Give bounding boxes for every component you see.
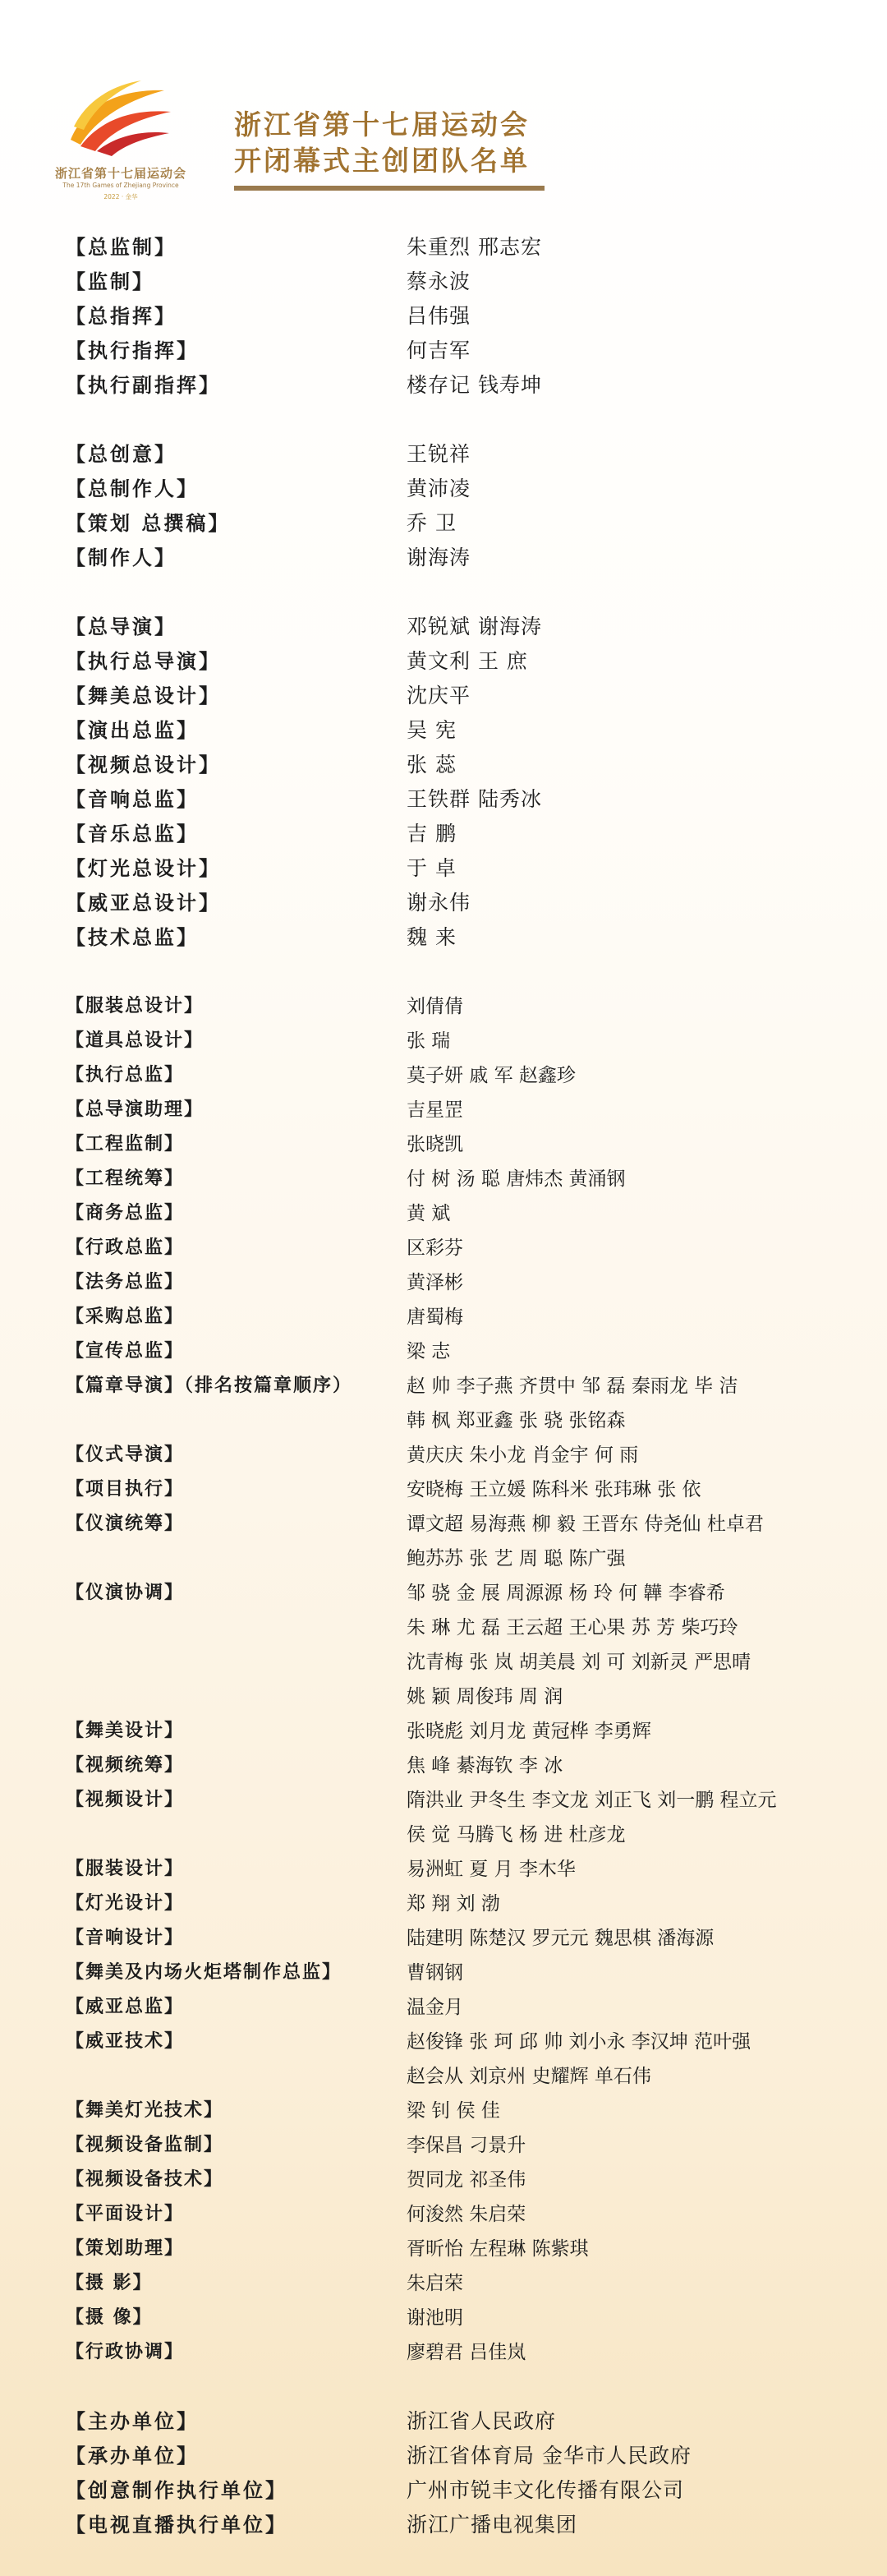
credit-row	[0, 437, 887, 472]
credit-row	[0, 1093, 887, 1127]
credit-row	[0, 1921, 887, 1956]
credit-names: 沈青梅 张 岚 胡美晨 刘 可 刘新灵 严思晴	[407, 1652, 751, 1673]
credit-row	[0, 1680, 887, 1714]
role-label: 【摄 影】	[66, 2273, 153, 2293]
credit-row	[0, 265, 887, 299]
credit-names: 易洲虹 夏 月 李木华	[407, 1859, 576, 1880]
credit-row	[0, 1818, 887, 1852]
flame-emblem-icon	[66, 76, 176, 161]
credit-row	[0, 299, 887, 334]
role-label: 【技术总监】	[66, 926, 199, 949]
credit-row	[0, 1645, 887, 1680]
credit-names: 吉星罡	[407, 1099, 463, 1121]
credit-row	[0, 1334, 887, 1369]
page-title	[234, 107, 530, 179]
credits-list	[0, 230, 887, 2542]
role-label: 【仪演协调】	[66, 1583, 185, 1603]
role-label: 【工程监制】	[66, 1134, 185, 1154]
page-title-line1: 浙江省第十七届运动会	[234, 108, 530, 141]
header	[0, 0, 887, 222]
credit-row	[0, 1783, 887, 1818]
role-label: 【灯光总设计】	[66, 857, 221, 880]
role-label: 【舞美及内场火炬塔制作总监】	[66, 1962, 342, 1983]
credit-row	[0, 2163, 887, 2197]
role-label: 【演出总监】	[66, 719, 199, 742]
role-label: 【电视直播执行单位】	[66, 2514, 287, 2537]
credit-names: 张晓凯	[407, 1134, 463, 1155]
role-label: 【舞美设计】	[66, 1721, 185, 1741]
credit-names: 张 蕊	[407, 753, 457, 776]
credit-names: 沈庆平	[407, 684, 471, 707]
credit-row	[0, 1162, 887, 1196]
credit-names: 侯 觉 马腾飞 杨 进 杜彦龙	[407, 1824, 626, 1846]
role-label: 【制作人】	[66, 546, 177, 569]
role-label: 【仪式导演】	[66, 1445, 185, 1465]
credit-names: 浙江广播电视集团	[407, 2513, 578, 2537]
credit-names: 吉 鹏	[407, 822, 457, 846]
credit-row	[0, 782, 887, 817]
credit-names: 谭文超 易海燕 柳 毅 王晋东 侍尧仙 杜卓君	[407, 1514, 764, 1535]
credit-row	[0, 1576, 887, 1611]
credit-row	[0, 2128, 887, 2163]
credit-row	[0, 1403, 887, 1438]
role-label: 【主办单位】	[66, 2410, 199, 2433]
role-label: 【道具总设计】	[66, 1030, 205, 1051]
role-label: 【威亚总监】	[66, 1997, 185, 2017]
credit-row	[0, 1541, 887, 1576]
credit-row	[0, 1990, 887, 2025]
credit-names: 朱启荣	[407, 2273, 463, 2294]
credit-names: 朱重烈 邢志宏	[407, 235, 542, 259]
credit-row	[0, 1956, 887, 1990]
credit-row	[0, 2059, 887, 2094]
role-label: 【音响设计】	[66, 1928, 185, 1948]
role-label: 【采购总监】	[66, 1306, 185, 1327]
credit-row	[0, 506, 887, 541]
credit-row	[0, 851, 887, 886]
role-label: 【灯光设计】	[66, 1893, 185, 1914]
role-label: 【篇章导演】（排名按篇章顺序）	[66, 1376, 353, 1396]
credit-names: 黄庆庆 朱小龙 肖金宇 何 雨	[407, 1445, 639, 1466]
credit-row	[0, 1265, 887, 1300]
credit-names: 蔡永波	[407, 270, 471, 293]
role-label: 【视频总设计】	[66, 753, 221, 776]
role-label: 【工程统筹】	[66, 1168, 185, 1189]
credit-row	[0, 2025, 887, 2059]
role-label: 【总监制】	[66, 236, 177, 259]
credit-row	[0, 2094, 887, 2128]
role-label: 【服装总设计】	[66, 996, 205, 1016]
credit-names: 魏 来	[407, 925, 457, 949]
credit-names: 安晓梅 王立媛 陈科米 张玮琳 张 依	[407, 1479, 701, 1500]
section-gap	[0, 403, 887, 437]
role-label: 【策划 总撰稿】	[66, 512, 231, 535]
section-gap	[0, 2370, 887, 2404]
credit-row	[0, 230, 887, 265]
credit-names: 浙江省体育局 金华市人民政府	[407, 2444, 692, 2468]
credit-names: 陆建明 陈楚汉 罗元元 魏思棋 潘海源	[407, 1928, 715, 1949]
credit-row	[0, 2439, 887, 2473]
credit-row	[0, 2266, 887, 2301]
role-label: 【舞美总设计】	[66, 684, 221, 707]
credit-names: 谢永伟	[407, 891, 471, 915]
credit-names: 姚 颖 周俊玮 周 润	[407, 1686, 563, 1707]
credit-names: 何吉军	[407, 339, 471, 362]
credit-names: 王铁群 陆秀冰	[407, 787, 542, 811]
credit-row	[0, 1058, 887, 1093]
credit-row	[0, 1196, 887, 1231]
credit-row	[0, 368, 887, 403]
role-label: 【行政协调】	[66, 2342, 185, 2362]
credit-row	[0, 334, 887, 368]
credit-row	[0, 1749, 887, 1783]
credit-names: 莫子妍 戚 军 赵鑫珍	[407, 1065, 576, 1086]
credit-names: 胥昕怡 左程琳 陈紫琪	[407, 2238, 589, 2260]
credit-names: 于 卓	[407, 856, 457, 880]
credit-row	[0, 2197, 887, 2232]
role-label: 【服装设计】	[66, 1859, 185, 1879]
credit-names: 焦 峰 綦海钦 李 冰	[407, 1755, 563, 1776]
credit-row	[0, 1127, 887, 1162]
credit-names: 刘倩倩	[407, 996, 463, 1017]
credit-names: 赵会从 刘京州 史耀辉 单石伟	[407, 2066, 651, 2087]
role-label: 【平面设计】	[66, 2204, 185, 2224]
credit-row	[0, 679, 887, 713]
role-label: 【商务总监】	[66, 1203, 185, 1223]
credit-names: 廖碧君 吕佳岚	[407, 2342, 526, 2363]
credit-row	[0, 2404, 887, 2439]
credit-names: 黄文利 王 庶	[407, 649, 528, 673]
credit-names: 张晓彪 刘月龙 黄冠桦 李勇辉	[407, 1721, 651, 1742]
credit-row	[0, 1887, 887, 1921]
title-underline	[234, 186, 545, 191]
credit-names: 黄 斌	[407, 1203, 451, 1224]
credit-names: 谢海涛	[407, 546, 471, 569]
page-title-line2: 开闭幕式主创团队名单	[234, 145, 530, 177]
role-label: 【视频统筹】	[66, 1755, 185, 1776]
credit-row	[0, 1369, 887, 1403]
credit-names: 赵 帅 李子燕 齐贯中 邹 磊 秦雨龙 毕 洁	[407, 1376, 738, 1397]
role-label: 【创意制作执行单位】	[66, 2479, 287, 2502]
role-label: 【总导演助理】	[66, 1099, 205, 1120]
role-label: 【摄 像】	[66, 2307, 153, 2328]
role-label: 【音乐总监】	[66, 823, 199, 846]
credit-row	[0, 1024, 887, 1058]
credit-row	[0, 989, 887, 1024]
role-label: 【行政总监】	[66, 1237, 185, 1258]
logo-chinese-text: 浙江省第十七届运动会	[54, 166, 186, 181]
role-label: 【执行副指挥】	[66, 374, 221, 397]
section-gap	[0, 955, 887, 989]
games-logo	[51, 76, 191, 207]
credit-names: 梁 志	[407, 1341, 451, 1362]
credit-names: 隋洪业 尹冬生 李文龙 刘正飞 刘一鹏 程立元	[407, 1790, 777, 1811]
credit-names: 王锐祥	[407, 442, 471, 466]
credit-row	[0, 1714, 887, 1749]
role-label: 【总创意】	[66, 443, 177, 466]
credit-row	[0, 748, 887, 782]
credit-names: 吴 宪	[407, 718, 457, 742]
credit-row	[0, 2232, 887, 2266]
credit-row	[0, 2473, 887, 2508]
role-label: 【视频设备技术】	[66, 2169, 224, 2190]
credit-row	[0, 2301, 887, 2335]
credit-names: 邹 骁 金 展 周源源 杨 玲 何 韡 李睿希	[407, 1583, 725, 1604]
credit-row	[0, 1472, 887, 1507]
credit-names: 浙江省人民政府	[407, 2409, 557, 2433]
credit-names: 吕伟强	[407, 304, 471, 328]
role-label: 【仪演统筹】	[66, 1514, 185, 1534]
role-label: 【总导演】	[66, 615, 177, 638]
credit-row	[0, 817, 887, 851]
credit-names: 乔 卫	[407, 511, 457, 535]
credit-row	[0, 1507, 887, 1541]
credit-names: 邓锐斌 谢海涛	[407, 615, 542, 638]
role-label: 【执行指挥】	[66, 339, 199, 362]
role-label: 【项目执行】	[66, 1479, 185, 1500]
credit-row	[0, 2508, 887, 2542]
role-label: 【总指挥】	[66, 305, 177, 328]
credit-names: 付 树 汤 聪 唐炜杰 黄涌钢	[407, 1168, 626, 1190]
credit-row	[0, 644, 887, 679]
credit-names: 唐蜀梅	[407, 1306, 463, 1328]
role-label: 【法务总监】	[66, 1272, 185, 1293]
role-label: 【威亚技术】	[66, 2031, 185, 2052]
credit-names: 谢池明	[407, 2307, 463, 2329]
role-label: 【威亚总设计】	[66, 892, 221, 915]
credit-row	[0, 1852, 887, 1887]
credit-names: 贺同龙 祁圣伟	[407, 2169, 526, 2191]
credit-names: 广州市锐丰文化传播有限公司	[407, 2478, 685, 2502]
credit-names: 朱 琳 尤 磊 王云超 王心果 苏 芳 柴巧玲	[407, 1617, 738, 1638]
credit-names: 韩 枫 郑亚鑫 张 骁 张铭森	[407, 1410, 626, 1431]
section-gap	[0, 575, 887, 610]
credit-names: 张 瑞	[407, 1030, 451, 1052]
credit-row	[0, 1438, 887, 1472]
credit-row	[0, 1300, 887, 1334]
role-label: 【视频设计】	[66, 1790, 185, 1810]
credit-names: 区彩芬	[407, 1237, 463, 1259]
role-label: 【执行总导演】	[66, 650, 221, 673]
credit-row	[0, 886, 887, 920]
logo-year-text: 2022 · 金华	[103, 193, 138, 200]
credit-names: 鲍苏苏 张 艺 周 聪 陈广强	[407, 1548, 626, 1569]
role-label: 【视频设备监制】	[66, 2135, 224, 2155]
credit-row	[0, 472, 887, 506]
logo-english-text: The 17th Games of Zhejiang Province	[62, 182, 179, 189]
credit-names: 何浚然 朱启荣	[407, 2204, 526, 2225]
role-label: 【宣传总监】	[66, 1341, 185, 1362]
credit-row	[0, 610, 887, 644]
credit-row	[0, 2335, 887, 2370]
role-label: 【策划助理】	[66, 2238, 185, 2259]
credit-names: 黄泽彬	[407, 1272, 463, 1293]
role-label: 【音响总监】	[66, 788, 199, 811]
role-label: 【执行总监】	[66, 1065, 185, 1085]
credit-names: 赵俊锋 张 珂 邱 帅 刘小永 李汉坤 范叶强	[407, 2031, 751, 2053]
role-label: 【舞美灯光技术】	[66, 2100, 224, 2121]
credit-names: 楼存记 钱寿坤	[407, 373, 542, 397]
credit-names: 梁 钊 侯 佳	[407, 2100, 500, 2122]
credit-row	[0, 541, 887, 575]
credit-names: 曹钢钢	[407, 1962, 463, 1984]
role-label: 【总制作人】	[66, 477, 199, 500]
role-label: 【承办单位】	[66, 2445, 199, 2468]
credit-row	[0, 920, 887, 955]
credit-row	[0, 713, 887, 748]
credit-names: 李保昌 刁景升	[407, 2135, 526, 2156]
credit-names: 温金月	[407, 1997, 463, 2018]
credit-names: 黄沛凌	[407, 477, 471, 500]
role-label: 【监制】	[66, 270, 154, 293]
credit-names: 郑 翔 刘 渤	[407, 1893, 500, 1915]
credit-row	[0, 1611, 887, 1645]
credit-row	[0, 1231, 887, 1265]
